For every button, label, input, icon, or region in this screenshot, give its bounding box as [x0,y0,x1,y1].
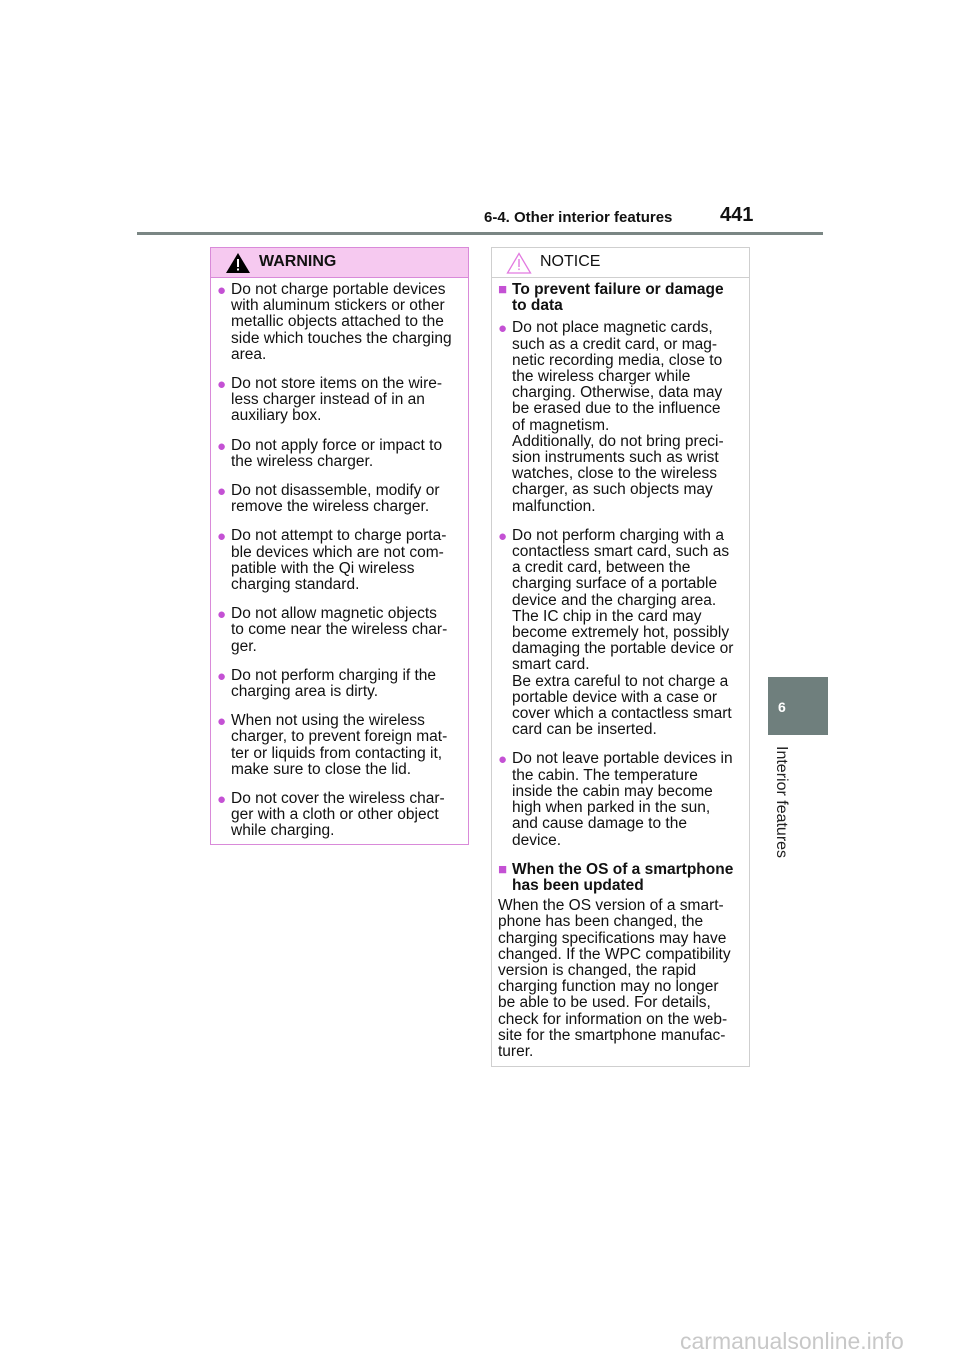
page-number: 441 [720,204,754,226]
subheading: ■ To prevent failure or damage to data [498,281,724,315]
list-item [213,376,462,425]
warning-box [210,247,469,845]
notice-title: NOTICE [540,253,601,270]
chapter-label: Interior features [773,746,790,859]
warning-title: WARNING [259,253,337,270]
bullet-icon: ● [217,667,227,685]
warning-header [211,248,468,278]
square-bullet-icon: ■ [498,860,508,878]
list-item [494,320,743,514]
list-item [213,668,462,700]
list-item [213,606,462,655]
chapter-tab [768,677,828,735]
square-bullet-icon: ■ [498,281,508,298]
list-item [213,528,462,593]
list-item-text: When not using the wireless charger, to prevent foreign mat- ter or liquids from contacting it, make sure to close the lid. [231,712,448,778]
caution-icon [506,252,532,274]
header-divider [137,232,823,235]
list-item-text: Do not store items on the wire- less charger instead of in an auxiliary box. [231,375,443,425]
list-item-text: Do not perform charging if the charging area is dirty. [231,666,437,701]
bullet-icon: ● [217,282,227,299]
list-item-text: Do not apply force or impact to the wireless charger. [231,436,443,470]
list-item [213,282,462,363]
list-item-text: Do not leave portable devices in the cabin. The temperature inside the cabin may become high when parked in the sun, and cause damage to the device. [512,750,733,849]
list-item-text: Do not cover the wireless char- ger with a cloth or other object while charging. [231,790,445,840]
section-title: 6-4. Other interior features [484,209,673,226]
bullet-icon: ● [217,606,227,624]
list-item [213,791,462,840]
bullet-icon: ● [217,791,227,809]
list-item-text: Do not attempt to charge porta- ble devices which are not com- patible with the Qi wireless charging standard. [231,527,447,594]
warning-icon [225,252,251,274]
bullet-icon: ● [498,751,508,769]
subheading: ■ When the OS of a smartphone has been updated [498,860,734,894]
bullet-icon: ● [217,713,227,731]
bullet-icon: ● [217,437,227,455]
list-item-text: Do not place magnetic cards, such as a credit card, or mag- netic recording media, close to the wireless charger while charging. Otherwise, data may be erased due to the influence of magnetism. Additionally, do not bring preci- sion instruments such as wrist watches, close to the wireless charger, as such objects may malfunction. [512,319,724,515]
list-item-text: Do not disassemble, modify or remove the wireless charger. [231,482,440,516]
watermark: carmanualsonline.info [680,1328,904,1354]
list-item-text: Do not perform charging with a contactless smart card, such as a credit card, between the charging surface of a portable device and the charging area. The IC chip in the card may become extremely hot, possibly damaging the portable device or smart card. Be extra careful to not charge a portable device with a case or cover which a contactless smart card can be inserted. [512,526,734,739]
chapter-number: 6 [778,699,786,715]
list-item [494,751,743,848]
bullet-icon: ● [217,376,227,394]
list-item-text: Do not charge portable devices with aluminum stickers or other metallic objects attached to the side which touches the charging area. [231,281,452,363]
notice-header [492,248,749,278]
list-item [213,713,462,778]
list-item [213,438,462,470]
paragraph: When the OS version of a smart- phone has been changed, the charging specifications may have changed. If the WPC compatibility version is changed, the rapid charging function may no longer be able to be used. For details, check for information on the web- site for the smartphone manufac- turer. [498,897,731,1060]
list-item [213,483,462,515]
list-item [494,528,743,739]
bullet-icon: ● [498,527,508,545]
bullet-icon: ● [217,528,227,546]
bullet-icon: ● [217,483,227,501]
notice-box [491,247,750,1067]
list-item-text: Do not allow magnetic objects to come near the wireless char- ger. [231,605,448,655]
bullet-icon: ● [498,320,508,338]
